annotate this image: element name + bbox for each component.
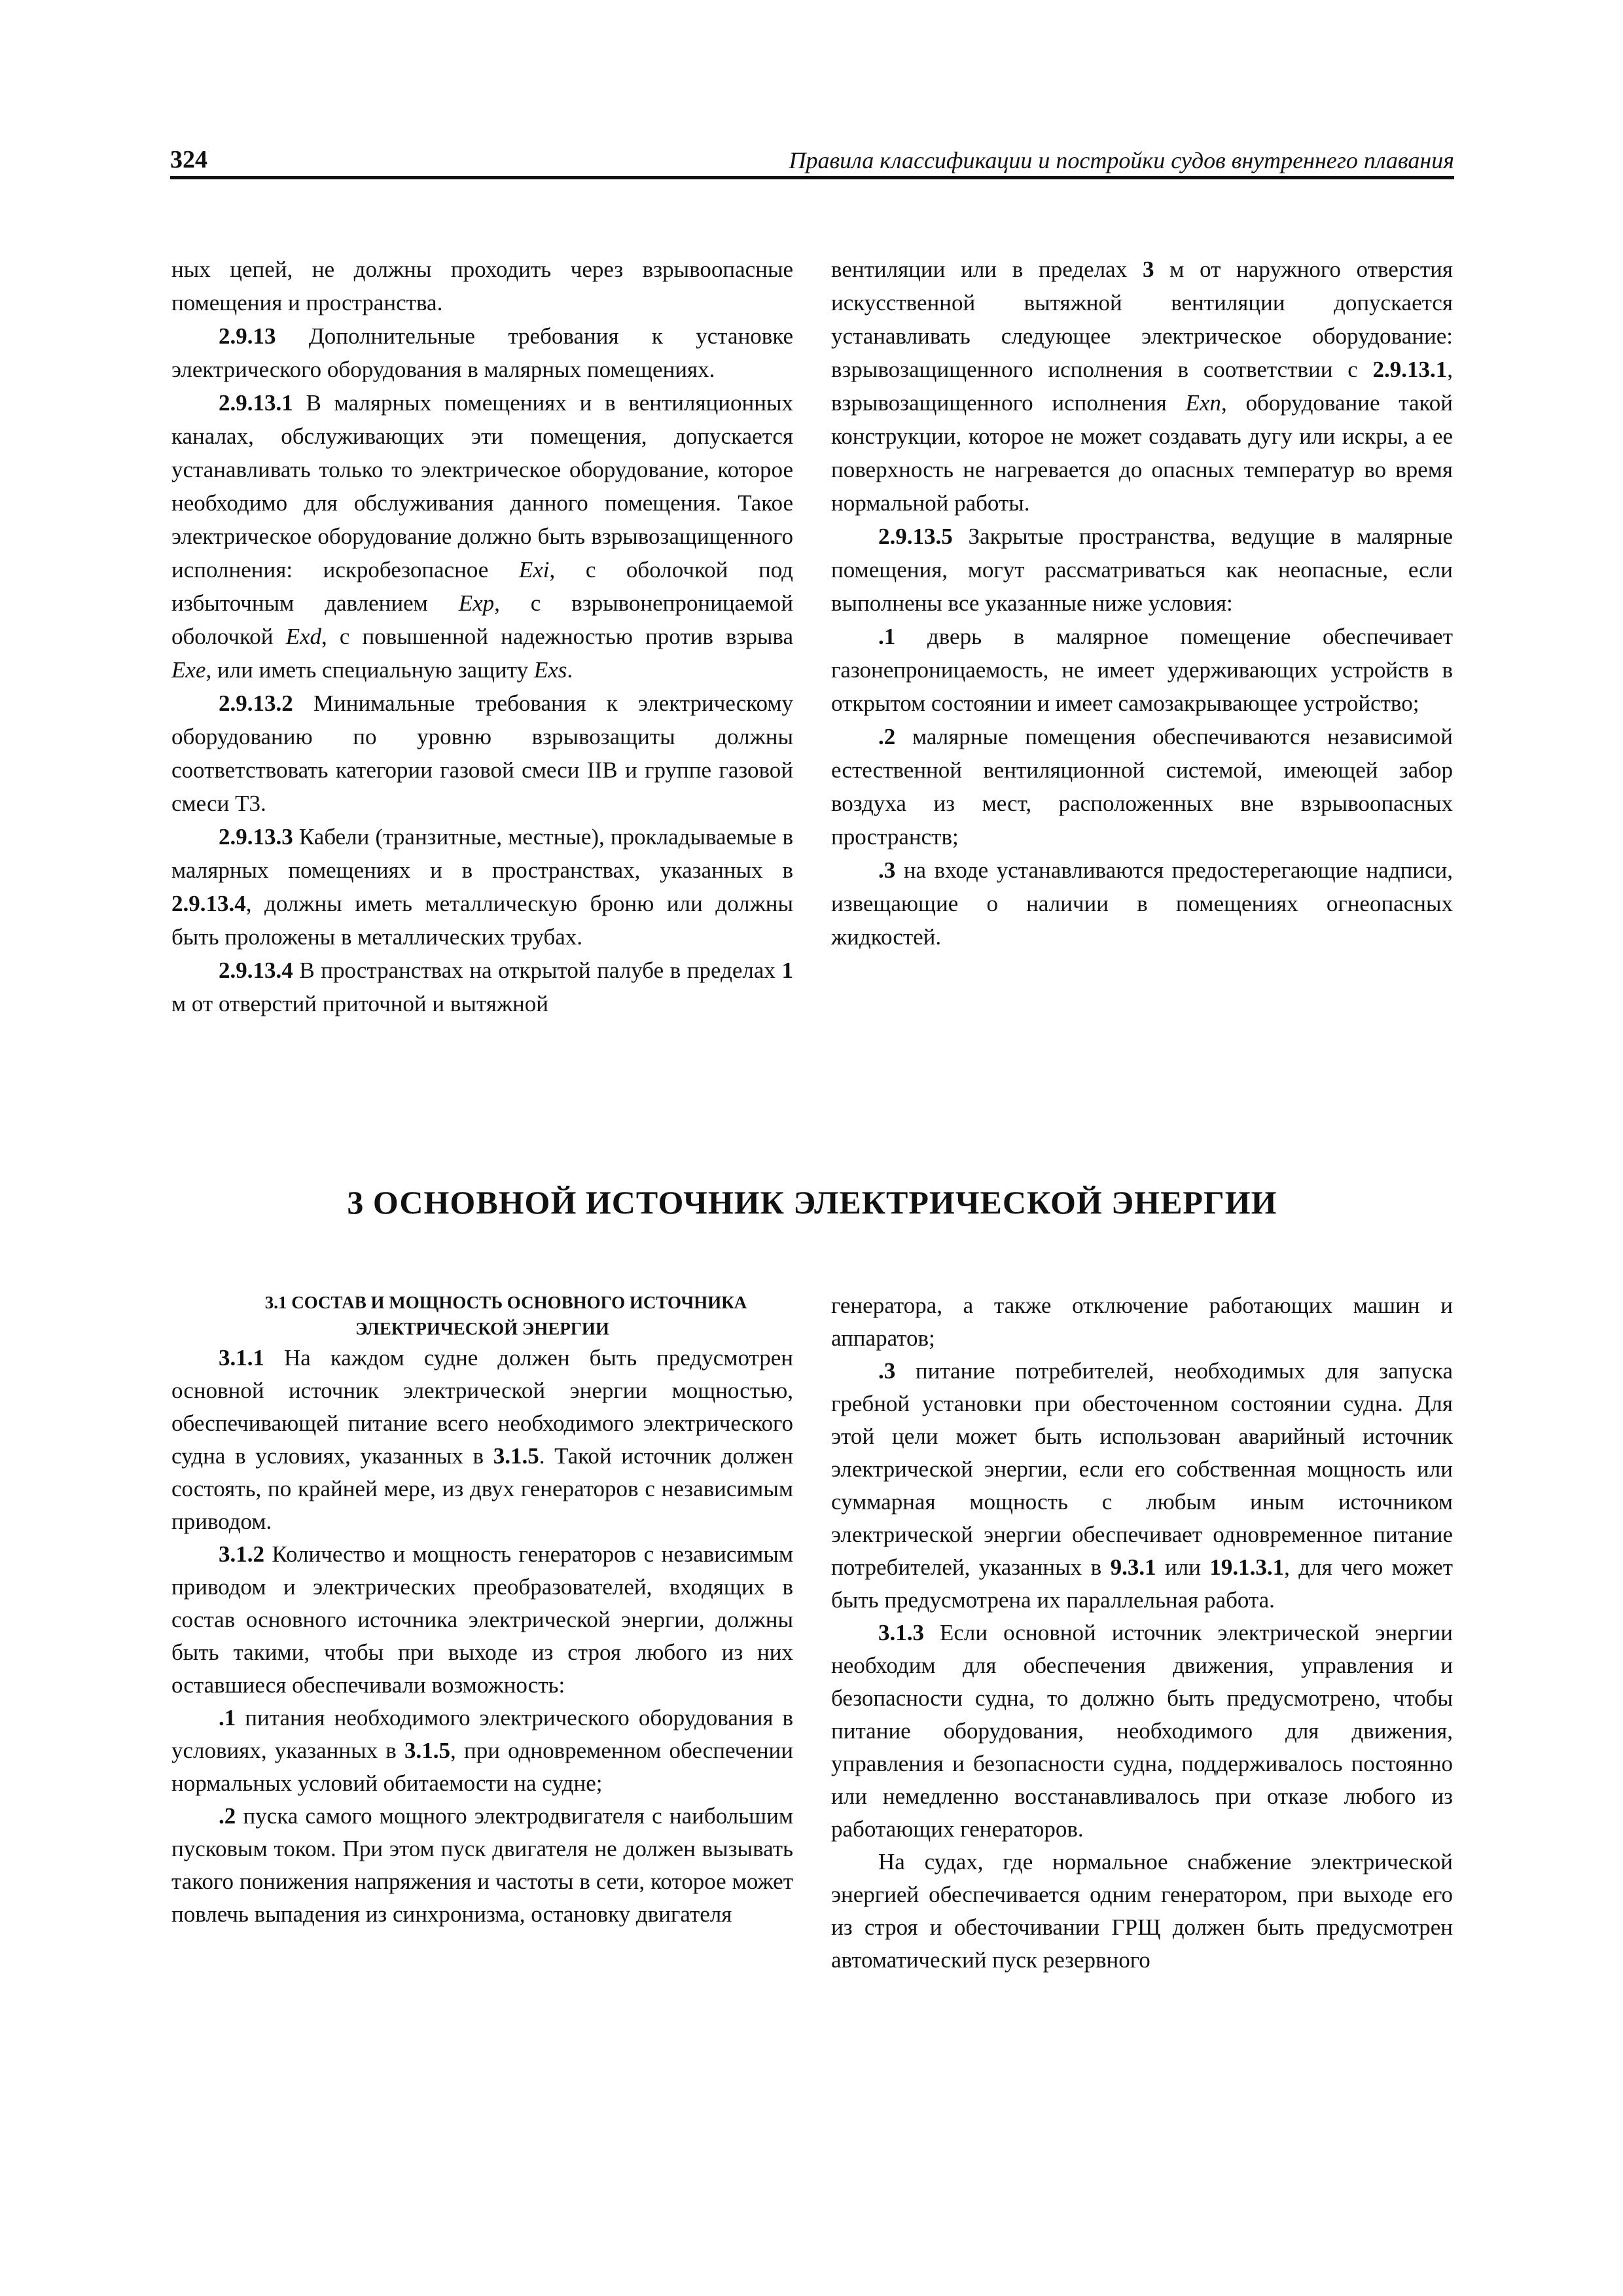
page-number: 324 <box>170 146 207 173</box>
column-right-top <box>831 253 1453 954</box>
paragraph: На судах, где нормальное снабжение электрической энергией обеспечивается одним генератором, при выходе его из строя и обесточивании ГРЩ должен быть предусмотрен автоматический пуск резервного <box>831 1849 1453 1973</box>
clause-2-9-13-4: 2.9.13.4 В пространствах на открытой палубе в пределах 1 м от отверстий приточной и вытяжной <box>171 958 793 1016</box>
column-right-bottom <box>831 1289 1453 1977</box>
chapter-title: 3 ОСНОВНОЙ ИСТОЧНИК ЭЛЕКТРИЧЕСКОЙ ЭНЕРГИИ <box>347 1184 1277 1221</box>
list-item: .1 дверь в малярное помещение обеспечивает газонепроницаемость, не имеет удерживающих устройств в открытом состоянии и имеет самозакрывающее устройство; <box>831 624 1453 716</box>
paragraph: генератора, а также отключение работающих машин и аппаратов; <box>831 1293 1453 1351</box>
section-title: 3.1 СОСТАВ И МОЩНОСТЬ ОСНОВНОГО ИСТОЧНИКА ЭЛЕКТРИЧЕСКОЙ ЭНЕРГИИ <box>264 1293 747 1338</box>
paragraph: ных цепей, не должны проходить через взрывоопасные помещения и пространства. <box>171 257 793 315</box>
column-left-top <box>171 253 793 1020</box>
clause-3-1-1: 3.1.1 На каждом судне должен быть предусмотрен основной источник электрической энергии мощностью, обеспечивающей питание всего необходимого электрического судна в условиях, указанных в 3.1.5. Такой источник должен состоять, по крайней мере, из двух генераторов с независимым приводом. <box>171 1345 793 1534</box>
clause-3-1-2: 3.1.2 Количество и мощность генераторов с независимым приводом и электрических преобразователей, входящих в состав основного источника электрической энергии, должны быть такими, чтобы при выходе из строя любого из них оставшиеся обеспечивали возможность: <box>171 1541 793 1698</box>
list-item: .1 питания необходимого электрического оборудования в условиях, указанных в 3.1.5, при одновременном обеспечении нормальных условий обитаемости на судне; <box>171 1705 794 1796</box>
header-rule <box>170 176 1454 179</box>
list-item: .3 на входе устанавливаются предостерегающие надписи, извещающие о наличии в помещениях огнеопасных жидкостей. <box>831 857 1453 950</box>
page-header <box>170 143 1454 179</box>
list-item: .2 пуска самого мощного электродвигателя с наибольшим пусковым током. При этом пуск двигателя не должен вызывать такого понижения напряжения и частоты в сети, которое может повлечь выпадения из синхронизма, остановку двигателя <box>171 1803 793 1927</box>
clause-2-9-13-5: 2.9.13.5 Закрытые пространства, ведущие в малярные помещения, могут рассматриваться как неопасные, если выполнены все указанные ниже условия: <box>831 524 1453 616</box>
list-item: .3 питание потребителей, необходимых для запуска гребной установки при обесточенном состоянии судна. Для этой цели может быть использован аварийный источник электрической энергии, если его собственная мощность или суммарная мощность с любым иным источником электрической энергии обеспечивает одновременное питание потребителей, указанных в 9.3.1 или 19.1.3.1, для чего может быть предусмотрена их параллельная работа. <box>831 1358 1454 1613</box>
clause-2-9-13-3: 2.9.13.3 Кабели (транзитные, местные), прокладываемые в малярных помещениях и в пространствах, указанных в 2.9.13.4, должны иметь металлическую броню или должны быть проложены в металлических трубах. <box>171 824 793 950</box>
paragraph: вентиляции или в пределах 3 м от наружного отверстия искусственной вытяжной вентиляции допускается устанавливать следующее электрическое оборудование: взрывозащищенного исполнения в соответствии с 2.9.13.1, взрывозащищенного исполнения Exn, оборудование такой конструкции, которое не может создавать дугу или искры, а ее поверхность не нагревается до опасных температур во время нормальной работы. <box>831 257 1454 516</box>
clause-2-9-13-2: 2.9.13.2 Минимальные требования к электрическому оборудованию по уровню взрывозащиты должны соответствовать категории газовой смеси IIB и группе газовой смеси T3. <box>171 691 793 816</box>
column-left-bottom <box>171 1289 793 1931</box>
running-title: Правила классификации и постройки судов внутреннего плавания <box>789 147 1454 173</box>
clause-2-9-13: 2.9.13 Дополнительные требования к установке электрического оборудования в малярных помещениях. <box>171 323 793 382</box>
clause-3-1-3: 3.1.3 Если основной источник электрической энергии необходим для обеспечения движения, управления и безопасности судна, то должно быть предусмотрено, чтобы питание оборудования, необходимого для движения, управления и безопасности судна, поддерживалось постоянно или немедленно восстанавливалось при отказе любого из работающих генераторов. <box>831 1620 1453 1842</box>
clause-2-9-13-1: 2.9.13.1 В малярных помещениях и в вентиляционных каналах, обслуживающих эти помещения, допускается устанавливать только то электрическое оборудование, которое необходимо для обслуживания данного помещения. Такое электрическое оборудование должно быть взрывозащищенного исполнения: искробезопасное Exi, с оболочкой под избыточным давлением Exp, с взрывонепроницаемой оболочкой Exd, с повышенной надежностью против взрыва Exe, или иметь специальную защиту Exs. <box>171 390 794 683</box>
list-item: .2 малярные помещения обеспечиваются независимой естественной вентиляционной системой, имеющей забор воздуха из мест, расположенных вне взрывоопасных пространств; <box>831 724 1453 850</box>
